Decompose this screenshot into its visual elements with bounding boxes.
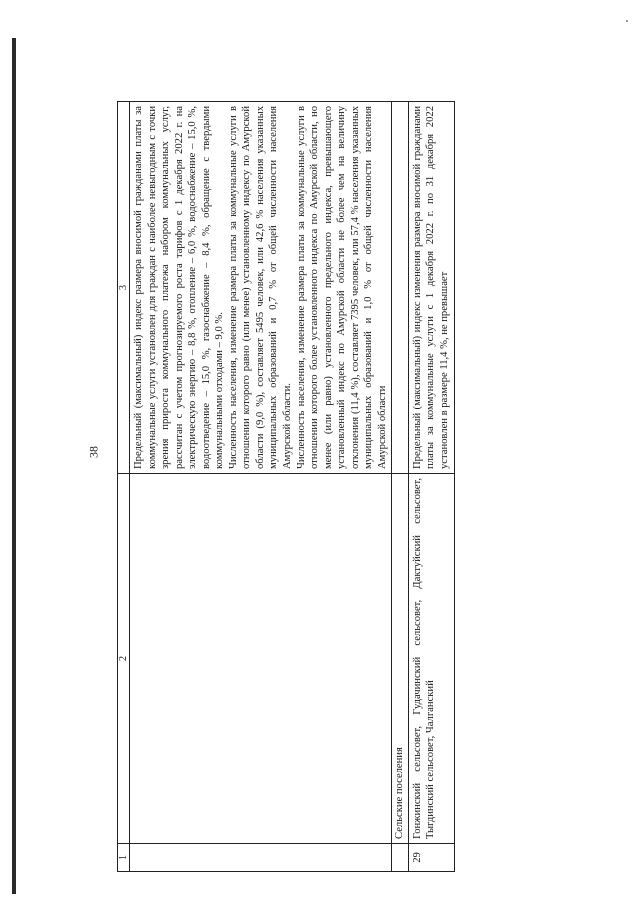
- paragraph-population-above-index: Численность населения, изменение размера платы за коммунальные услуги в отношении которого более установленного индекса по Амурской области, но менее (или равно) установленного предельного индекса, превышающего установленный индекс по Амурской области не более чем на величину отклонения (11,4 %), составляет 7395 человек, или 57,4 % населения указанных муниципальных образований и 1,0 % от общей численности населения Амурской области: [295, 106, 388, 469]
- row-29-description: Предельный (максимальный) индекс изменения размера вносимой гражданами платы за коммунальные услуги с 1 декабря 2022 г. по 31 декабря 2022 установлен в размере 11,4 %, не превышает: [408, 102, 454, 474]
- row-main-municipalities: [130, 474, 392, 844]
- header-col-3: 3: [118, 102, 130, 474]
- row-main-number: [130, 844, 392, 872]
- table-row-29: [408, 102, 454, 872]
- row-main-description: [130, 102, 392, 474]
- table-header-row: [118, 102, 130, 872]
- page-number: 38: [86, 446, 101, 458]
- paragraph-index-definition: Предельный (максимальный) индекс размера вносимой гражданами платы за коммунальные услуги установлен для граждан с наиболее невыгодным с точки зрения прироста коммунального платежа набором коммунальных услуг, рассчитан с учетом прогнозируемого роста тарифов с 1 декабря 2022 г. на электрическую энергию – 8,8 %, отопление – 6,0 %, водоснабжение – 15,0 %, водоотведение – 15,0 %, газоснабжение – 8,4 %, обращение с твердыми коммунальными отходами – 9,0 %.: [133, 106, 226, 469]
- table-section-row: [392, 102, 409, 872]
- row-29-municipalities: Гонжинский сельсовет, Гудачинский сельсовет, Дактуйский сельсовет, Тыгдинский сельсовет, Чалганский: [408, 474, 454, 844]
- row-29-number: 29: [408, 844, 454, 872]
- section-empty-cell: [392, 844, 409, 872]
- rotated-table-container: [117, 102, 557, 872]
- tariff-index-table: [117, 101, 455, 872]
- table-row-main: [130, 102, 392, 872]
- header-col-2: 2: [118, 474, 130, 844]
- section-label: Сельские поселения: [392, 474, 409, 844]
- binding-edge-line: [12, 38, 16, 894]
- scan-artifact-dot: [626, 20, 628, 22]
- section-empty-cell-right: [392, 102, 409, 474]
- header-col-1: 1: [118, 844, 130, 872]
- paragraph-population-below-index: Численность населения, изменение размера платы за коммунальные услуги в отношении которого равно (или менее) установленному индексу по Амурской области (9,0 %), составляет 5495 человек, или 42,6 % населения указанных муниципальных образований и 0,7 % от общей численности населения Амурской области.: [227, 106, 294, 469]
